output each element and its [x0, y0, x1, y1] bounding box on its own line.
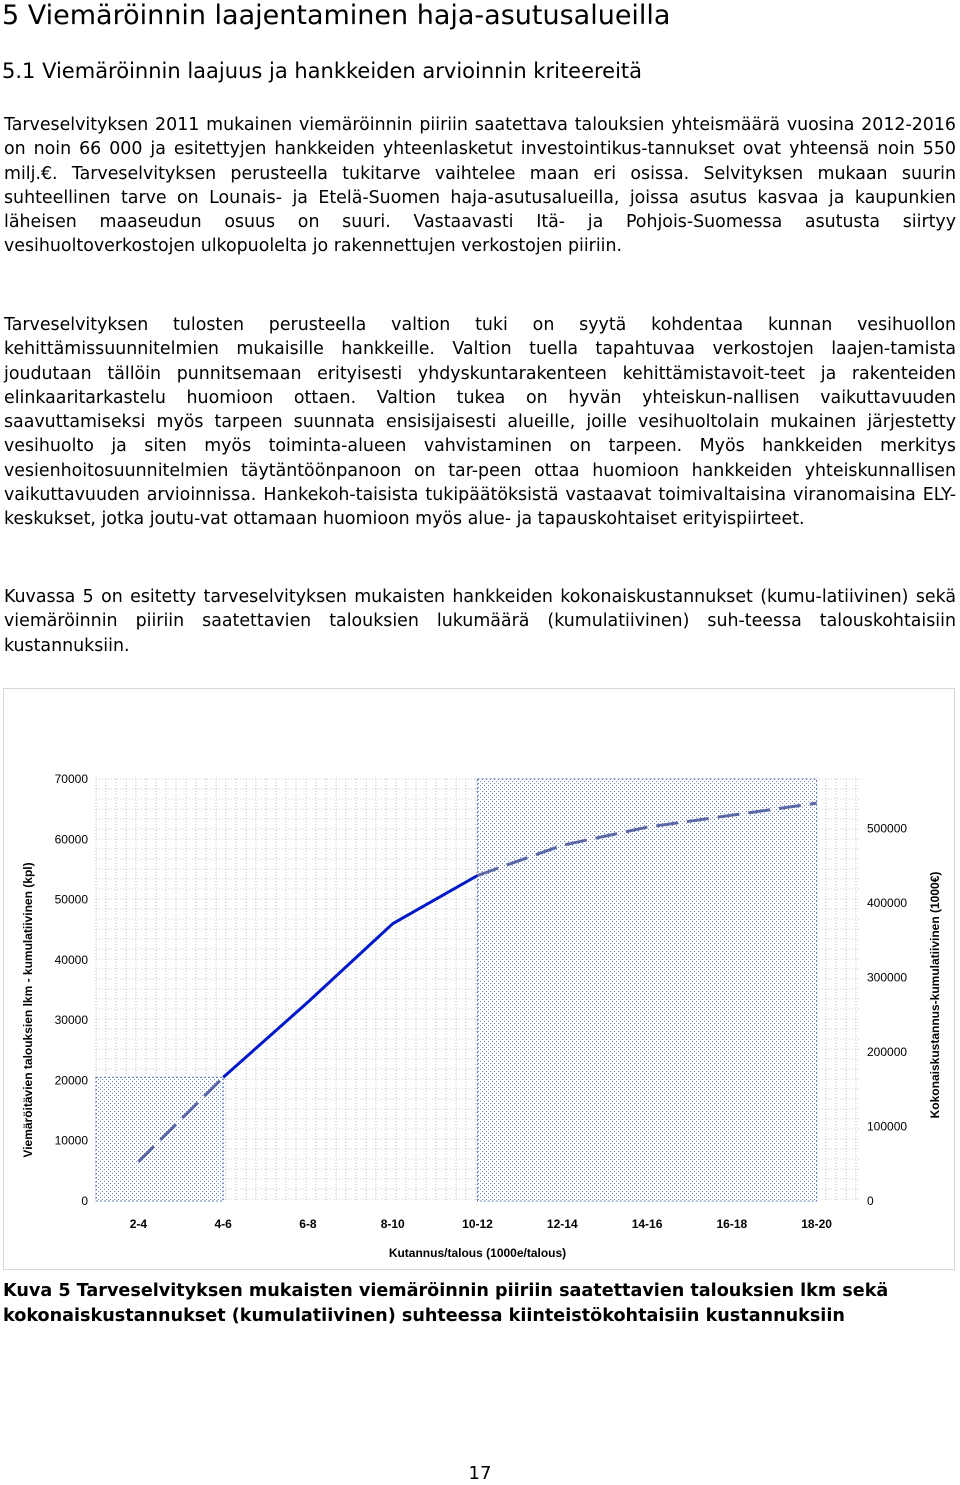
highlight-range — [478, 779, 817, 1201]
y2-tick-label: 400000 — [867, 896, 908, 910]
x-axis-title: Kutannus/talous (1000e/talous) — [388, 1246, 567, 1260]
series-line-solid — [223, 876, 477, 1078]
x-tick-label: 12-14 — [546, 1217, 578, 1231]
figure-caption: Kuva 5 Tarveselvityksen mukaisten viemäröinnin piiriin saatettavien talouksien lkm sekä kokonaiskustannukset (kumulatiivinen) suhteessa kiinteistökohtaisiin kustannuksiin — [3, 1281, 889, 1326]
y2-tick-label: 200000 — [867, 1045, 908, 1059]
y2-axis-title: Kokonaiskustannus-kumulatiivinen (1000€) — [928, 871, 942, 1119]
y-axis-title: Viemäröitävien talouksien lkm - kumulatiivinen (kpl) — [21, 862, 35, 1158]
y2-tick-label: 500000 — [867, 821, 908, 836]
subsection-heading: 5.1 Viemäröinnin laajuus ja hankkeiden arvioinnin kriteereitä — [2, 59, 643, 83]
y-tick-label: 20000 — [54, 1073, 88, 1088]
x-tick-label: 4-6 — [214, 1217, 232, 1231]
y-tick-label: 70000 — [54, 772, 88, 786]
section-heading: 5 Viemäröinnin laajentaminen haja-asutusalueilla — [2, 0, 671, 31]
x-tick-label: 16-18 — [716, 1217, 748, 1231]
paragraph-3: Kuvassa 5 on esitetty tarveselvityksen mukaisten hankkeiden kokonaiskustannukset (kumu-latiivinen) sekä viemäröinnin piiriin saatettavien talouksien lukumäärä (kumulatiivinen) suh-teessa talouskohtaisiin kustannuksiin. — [4, 587, 956, 656]
x-tick-label: 8-10 — [380, 1217, 405, 1231]
page-number: 17 — [468, 1463, 492, 1484]
paragraph-2: Tarveselvityksen tulosten perusteella valtion tuki on syytä kohdentaa kunnan vesihuollon kehittämissuunnitelmien mukaisille hankkeille. Valtion tuella tapahtuvaa verkostojen laajen-tamista joudutaan tällöin punnitsemaan erityisesti yhdyskuntarakenteen kehittämistavoit-teet ja rakenteiden elinkaaritarkastelu huomioon ottaen. Valtion tukea on hyvän yhteiskun-nallisen vaikuttavuuden saavuttamiseksi myös tarpeen suunnata ensisijaisesti alueille, joille vesihuoltolain mukainen järjestetty vesihuolto ja siten myös toiminta-alueen vahvistaminen on tarpeen. Myös hankkeiden merkitys vesienhoitosuunnitelmien täytäntöönpanoon on tar-peen ottaa huomioon hankkeiden yhteiskunnallisen vaikuttavuuden arvioinnissa. Hankekoh-taisista tukipäätöksistä vastaavat toimivaltaisina viranomaisina ELY-keskukset, jotka joutu-vat ottamaan huomioon myös alue- ja tapauskohtaiset erityispiirteet. — [4, 315, 956, 530]
paragraph-1: Tarveselvityksen 2011 mukainen viemäröinnin piiriin saatettava talouksien yhteismäärä vuosina 2012-2016 on noin 66 000 ja esitettyjen hankkeiden yhteenlasketut investointikus-tannukset ovat yhteensä noin 550 milj.€. Tarveselvityksen perusteella tukitarve vaihtelee maan eri osissa. Selvityksen mukaan suurin suhteellinen tarve on Lounais- ja Etelä-Suomen haja-asutusalueilla, joissa asutus kasvaa ja kaupunkien läheisen maaseudun osuus on suuri. Vastaavasti Itä- ja Pohjois-Suomessa asutusta siirtyy vesihuoltoverkostojen ulkopuolelta jo rakennettujen verkostojen piiriin. — [4, 115, 956, 257]
y-tick-label: 10000 — [54, 1133, 88, 1148]
x-tick-label: 6-8 — [299, 1217, 317, 1231]
y2-tick-label: 100000 — [867, 1119, 908, 1134]
y-tick-label: 60000 — [54, 832, 88, 847]
y-tick-label: 40000 — [54, 952, 88, 967]
y-tick-label: 0 — [81, 1194, 88, 1208]
x-tick-label: 18-20 — [801, 1217, 832, 1231]
x-tick-label: 10-12 — [462, 1217, 493, 1231]
figure-frame — [3, 688, 955, 1270]
y-tick-label: 30000 — [54, 1013, 88, 1028]
x-tick-label: 14-16 — [631, 1217, 663, 1231]
y2-tick-label: 300000 — [867, 970, 908, 985]
x-tick-label: 2-4 — [129, 1217, 148, 1231]
y2-tick-label: 0 — [867, 1194, 874, 1208]
y-tick-label: 50000 — [54, 892, 88, 907]
chart — [4, 689, 954, 1269]
